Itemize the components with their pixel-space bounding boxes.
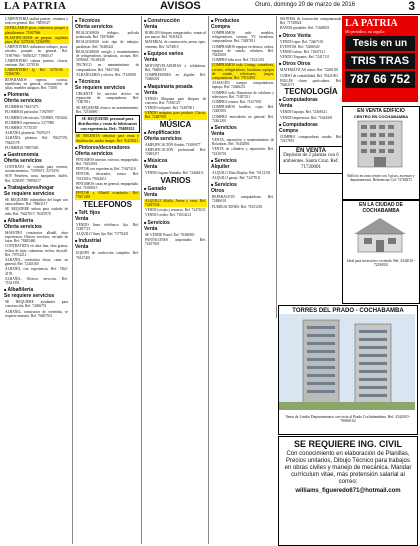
section-banner: VARIOS <box>160 175 191 185</box>
classified-ad: COMPRAMOS todo muebles, refrigeradores, cocinas, TV, lavadoras, computadoras. Ref. 72487011 <box>212 31 274 44</box>
classified-ad: URGENTE Se necesita técnico en reparación de computadoras. Ref. 71807811 <box>76 92 139 105</box>
classified-ad-highlight: COMPRAMOS todo: Livings, comedores, cocinas, refrigeradores, lavadoras, equipos de sonido, televisores, juegos, computadoras. Ref. 77012091 <box>212 63 274 81</box>
category-title: ■ Telf. fijos <box>75 210 140 216</box>
torres-title: TORRES DEL PRADO - COCHABAMBA <box>292 308 404 314</box>
classified-ad: CONTRATISTA en obra fina, obra gruesa, techos de tejas, calaminas, techos, drywall. Ref. 70754212 <box>5 244 68 257</box>
classified-ad: ALBAÑILERIA y oficios. Ref. 71619001 <box>76 72 137 77</box>
category-subtitle: Alquiler <box>211 163 230 170</box>
category-subtitle: Oferta servicios <box>4 158 42 165</box>
category-subtitle: Otros <box>211 188 225 195</box>
classified-ad: VENTA, reparación y mantenimiento de Roladoras. Ref. 76452001 <box>212 138 274 147</box>
ciudad-title: EN LA CIUDAD DE COCHABAMBA <box>359 202 403 214</box>
category-subtitle: Venta <box>75 215 89 222</box>
classified-ad: ALMACÉN compra computadoras, laptops. Ref. 72466251 <box>212 81 274 90</box>
classified-ad: COMPRO retazos. Ref. 71617001 <box>212 100 262 105</box>
classified-ad: VENDO impresoras. Ref. 71644301 <box>280 115 333 120</box>
ing-civil-box <box>278 436 418 546</box>
ing-civil-text: Con conocimiento en elaboración de Planillas, Precios unitarios, Dibujo Técnico para trabajos en obras civiles y manejo de mecánica. Mandar currículum vitae, más pretensión salarial al correo: <box>284 451 412 485</box>
classified-ad: SE REQUIERE técnico en mantenimiento. Ref. 72316890 <box>76 105 139 114</box>
category-title: ■ Industrial <box>75 238 140 244</box>
category-subtitle: Oferta servicios <box>144 135 182 142</box>
category-subtitle: Se requiere servicios <box>4 190 55 197</box>
classified-ad: VENDO órgano Yamaha. Ref. 72466211 <box>145 171 204 176</box>
date-line: Oruro, domingo 20 de marzo de 2016 <box>255 2 356 8</box>
classified-ad: MOTONIVELADORAS y soldadoras. Ref. 76400115 <box>145 63 206 73</box>
column-2 <box>72 16 140 544</box>
classified-ad: VENDO Trepanos. Ref. 72417111 <box>280 55 330 60</box>
category-title: ■ Otros Venta <box>279 33 343 39</box>
category-title: ■ Músicos <box>144 158 207 164</box>
classified-ad: ALQUILO línea fija. Ref. 71776431 <box>76 232 129 237</box>
ciudad-text: Ideal para inversión o vivienda. Ref. 4342010 - 72290032 <box>347 259 415 268</box>
classified-ad: PLOMERO electricista. 7250969, 7052642 <box>5 115 68 120</box>
category-title: ■ Amplificación <box>144 130 207 136</box>
category-subtitle: Se requiere servicios <box>75 85 126 92</box>
category-subtitle: Venta <box>279 103 293 110</box>
promo-phone: 787 66 752 <box>345 71 415 88</box>
classified-ad-highlight: PINTOR y Albañil económico. Ref. 79471401 <box>76 191 139 200</box>
classified-ad: PINTOR, decorador, estuco. Ref. 76135016, 79422611 <box>76 172 139 181</box>
classified-ad: TECNICO en mantenimiento de computadoras. Ref. 76417402 <box>76 63 139 72</box>
classified-ad: CARPINTERIA realizamos trabajos, pisos, zócalos, parquet, en general. Ref. 71907966 - 76850327, 71981617 <box>5 45 68 58</box>
column-4 <box>208 16 275 544</box>
classified-ad: REPARAMOS roperos, cocinas, mueblerías en general, restauración de sillas, muebles antiguos. Ref. 73100 <box>5 77 68 91</box>
classified-ad: MAESTRO constructor albañil, años experiencia. Ofrecer servicios, vaciado de losas. Ref. 78405460 <box>5 230 68 244</box>
classified-ad: VENDO volquete. Ref. 72487001 <box>145 106 195 111</box>
section-title: AVISOS <box>160 0 201 12</box>
classified-ad: COMPRO computadoras usadas. Ref. 72417851 <box>280 134 342 144</box>
classified-ad: VENDO salsas. Ref. 71647121 <box>280 50 326 55</box>
classified-ad: EVENTOS. Ref. 72466520 <box>280 44 320 49</box>
classified-ad: ALBAÑIL, contratista obras, casas en general. Ref. 72443165 <box>5 257 68 267</box>
classified-ad: PINTOR con experiencia. Ref. 71627410 <box>76 167 136 172</box>
edificio-title: EN VENTA EDIFICIO <box>357 108 405 114</box>
classified-ad: PANTALONES importados. Ref. 72457001 <box>145 237 206 247</box>
classified-ad-highlight: SE NECESITA señoritas para venta y distribución, medio tiempo. Ref. 76435021 <box>76 134 139 143</box>
classified-ad: REALIZAMOS arreglo y mantenimiento de refrigeradores, lavadoras, cocinas. Ref. 5295661, 76148140 <box>76 49 139 63</box>
classified-ad: VENDO ovejas y terneros. Ref. 72476511 <box>145 208 206 213</box>
torres-text: Venta de Lindos Departamentos con vista al Prado Cochabambino. Ref. 4342010 - 70060102 <box>285 415 411 424</box>
category-subtitle: Venta <box>144 225 158 232</box>
classified-ad: COMPRO leña seca. Ref. 71621451 <box>212 58 265 63</box>
category-title: ■ Computadoras <box>279 122 343 128</box>
classified-ad: PLOMERIA 76437473 <box>5 105 39 110</box>
en-venta-box <box>279 146 343 174</box>
category-title: ■ Técnicos <box>75 79 140 85</box>
category-subtitle: Oferta servicios <box>75 24 113 30</box>
classified-ad-highlight: ALQUILO Alfalfa, Avena y otros. Ref. 72467104 <box>145 198 206 208</box>
building-image <box>344 119 416 169</box>
classified-ad: CURSO de contabilidad. Ref. 76421001 <box>280 73 339 78</box>
classified-ad: PLOMERIA particular. 71927697 <box>5 110 54 115</box>
ing-civil-email: williams_figueredo671@hotmail.com <box>295 488 401 494</box>
classified-ad: VENDO ripio. Ref. 72467101 <box>280 39 324 44</box>
category-subtitle: Venta <box>211 131 225 138</box>
classified-ad: PINTAMOS casas en general, empapelado. Ref. 71658015 <box>76 181 139 191</box>
page-header <box>0 0 420 15</box>
category-title: ■ Albañilería <box>4 218 69 224</box>
column-1 <box>4 16 69 544</box>
newspaper-brand: LA PATRIA <box>4 0 67 12</box>
category-title: ■ Computadoras <box>279 97 343 103</box>
section-banner: MÚSICA <box>159 119 192 129</box>
classified-ad: COMPRESORES en alquiler. Ref. 72466201 <box>145 73 206 82</box>
category-title: ■ Maquinaria pesada <box>144 84 207 90</box>
classified-ad: COMPRO mercadería en general. Ref. 72461201 <box>212 114 274 123</box>
promo-box <box>342 16 418 102</box>
column-5 <box>276 16 343 318</box>
category-subtitle: Se requiere servicios <box>4 293 55 300</box>
house-image <box>344 214 416 254</box>
category-title: ■ Productos <box>211 18 275 24</box>
category-title: ■ Servicios <box>211 182 275 188</box>
category-subtitle: Venta <box>144 191 158 198</box>
classified-ad-highlight: CARPINTERO Q. Ref. 5278136 - 72366780 <box>5 68 68 77</box>
category-title: ■ Construcción <box>144 18 207 24</box>
classified-ad: REALIZAMOS trabajos, pelicula polarizada. Ref. 72876466 <box>76 31 139 40</box>
edificio-text: Edificio en zona centro con 5 pisos, ascensor y departamentos. Referencias Cel: 72768273 <box>347 174 415 183</box>
classified-ad: CARPINTERIA realiza puertas, ventanas y todo en general. Ref. 76850327 <box>5 17 68 26</box>
category-title: ■ Técnicos <box>75 18 140 24</box>
classified-ad: COMPRAMOS equipos en desuso, radios, equipos de sonido, celulares. Ref. 76420001 <box>212 44 274 58</box>
boxed-ad: SE REQUIERE personal para distribución y venta de lubricantes con experiencia. Ref.: 79409352 <box>75 115 140 133</box>
classified-ad: ALQUILO Data Display. Ref. 76112101 <box>212 170 271 175</box>
column-3 <box>141 16 207 544</box>
section-banner: TELEFONOS <box>83 199 132 209</box>
classified-ad: INGLÉS clases particulares. Ref. 76402171 <box>280 78 342 88</box>
classified-ad: BAÑOS portátiles. Ref. 71649821 <box>280 26 330 31</box>
category-subtitle: Venta <box>144 24 158 30</box>
promo-line1: Tesis en un <box>345 36 415 51</box>
classified-ad-highlight: PLASTIFICADOS de parquet, cepillado pisos. Ref. 5278136, 72366780 <box>5 35 68 45</box>
classified-ad: SE REQUIERE señora para cuidado de niño. Ref. 76427017, 76447070 <box>5 207 68 216</box>
classified-ad: VENDO Maquina para bloques de concreto. Ref. 71810127 <box>145 96 206 105</box>
edificio-subtitle: CENTRO EN COCHABAMBA <box>353 114 409 119</box>
en-venta-text: Depósito de 2 plantas con 6 ambientes. Santa Cruz. Ref. 71720001 <box>283 153 339 171</box>
classified-ad: PLOMERO 71755357 <box>5 126 38 131</box>
category-title: ■ Equipos varios <box>144 51 207 57</box>
category-title: ■ Ganado <box>144 186 207 192</box>
classified-ad: ROBLON bloques compactados, ventas al por mayor. Ref. 76418211 <box>145 31 206 40</box>
category-title: ■ Servicios <box>144 220 207 226</box>
classified-ad: ALBAÑIL con experiencia. Ref. 7462-4178 <box>5 267 68 276</box>
classified-ad: SE REQUIERE ayudantes para construcción. Ref. 72466751 <box>5 300 68 309</box>
category-title: ■ Albañilería <box>4 287 69 293</box>
classified-ad: EQUIPO de confección completo. Ref. 76417401 <box>76 251 139 260</box>
category-subtitle: Venta <box>75 244 89 251</box>
classified-ad: VENTA de cilindros y reparación. Ref. 72416701 <box>212 147 274 156</box>
classified-ad: ALBAÑIL plomería. 70470271 <box>5 131 51 136</box>
promo-line2: TRIS TRAS <box>345 53 415 69</box>
classified-ad: VENDO cerdos. Ref. 71654212 <box>145 213 192 218</box>
category-subtitle: Compra <box>279 127 298 134</box>
category-subtitle: Venta <box>144 89 158 96</box>
ing-civil-title: SE REQUIERE ING. CIVIL <box>293 439 403 449</box>
classified-ad: ALQUILO garaje. Ref. 72477011 <box>212 176 261 181</box>
classified-ad: ALBAÑIL, constructor de viviendas, se requiere maestro. Ref. 76467501 <box>5 309 68 318</box>
classified-ad: CARPINTERO cabeza puertas, closets, ventanas. Ref. 5278136 <box>5 58 68 68</box>
torres-image <box>279 314 415 410</box>
category-subtitle: Venta <box>144 164 158 171</box>
classified-ad: VENDO laptops. Ref. 72466521 <box>280 110 328 115</box>
category-title: ■ Pintores/decoradores <box>75 145 140 151</box>
classified-ad: MATERIAL de construcción, arena, ripio, cemento. Ref. 5274815 <box>145 40 206 49</box>
classified-ad-highlight: CEPILLAMOS pisos, enlucimos parquet y plastificamos. 71907966 <box>5 26 68 35</box>
category-subtitle: Oferta servicios <box>4 223 42 230</box>
classified-ad: ALBAÑIL. Ofrezco servicios. Ref. 71621391 <box>5 276 68 285</box>
classified-ad: SISTEMA de facturación computarizada. Ref. 71728024 <box>280 17 342 26</box>
category-subtitle: Oferta servicios <box>75 150 113 157</box>
en-venta-title: EN VENTA <box>296 148 326 155</box>
category-title: ■ Otros Otros <box>279 61 343 67</box>
classified-ad: REALIZAMOS todo tipo de trabajos, parabrisas. Ref. 76405421 <box>76 40 139 49</box>
category-subtitle: Venta <box>144 56 158 63</box>
promo-brand: LA PATRIA <box>345 18 398 29</box>
torres-box <box>278 305 418 435</box>
classified-ad: MATEMÁTICAS clases. Ref. 72465101 <box>280 68 339 73</box>
ads-top <box>4 17 69 90</box>
classified-ad: VENDO línea telefónica fija. Ref. 72487721 <box>76 222 139 232</box>
ciudad-box <box>342 200 420 304</box>
classified-ad: ALBAÑIL plomero. Ref. 76027370, 70425178 <box>5 136 68 145</box>
category-title: ■ Trabajadores/hogar <box>4 185 69 191</box>
classified-ad: COMPRAMOS botellas, cajas. Ref. 72485001 <box>212 105 274 114</box>
section-banner: TECNOLOGÍA <box>284 87 338 97</box>
classified-ad: SE REQUIERE trabajadora del hogar con cama adentro. Ref. 78463117 <box>5 197 68 207</box>
classified-ad-highlight: VENDO máquina para producir Clavos. Ref. 72487001 <box>145 111 206 120</box>
classified-ad: PINTAMOS interior, exterior, empapelado. Ref. 76452601 <box>76 157 139 167</box>
category-title: ■ Servicios <box>211 125 275 131</box>
category-title: ■ Servicios <box>211 158 275 164</box>
promo-tagline: Mi periódico, mi orgullo <box>345 29 385 34</box>
classified-ad: PLOMERIA 76857463 <box>5 145 39 150</box>
classified-ad: CONTRATO de comida para eventos, acontecimientos. 71676671, 5276150 <box>5 165 68 174</box>
classified-ad: PLOMERO experiencia. 5277080 <box>5 120 55 125</box>
classified-ad: REPARACION computadoras. Ref. 72486101 <box>212 195 274 204</box>
classified-ad: COMPRO todo: Repuestos de celulares y televisores. Ref. 71657211 <box>212 90 274 99</box>
edificio-box <box>342 106 420 200</box>
category-title: ■ Plomería <box>4 92 69 98</box>
page-number: 3 <box>408 0 415 13</box>
classified-ad: SOY Pastelera, torta, banquetes, buffet. Ref. 5250497, 79891017 <box>5 174 68 183</box>
category-subtitle: Compra <box>211 24 230 30</box>
category-subtitle: Oferta servicios <box>4 98 42 105</box>
classified-ad: AMPLIFICACIÓN profesional. Ref. 72485471 <box>145 148 206 157</box>
classified-ad: AMPLIFICACIÓN Sonido. 71656977 <box>145 142 201 147</box>
classified-ad: FUMIGACIONES. Ref. 71651201 <box>212 204 263 209</box>
classified-ad: SE VENDE Pastel. Ref. 76400501 <box>145 232 195 237</box>
category-title: ■ Gastronomía <box>4 152 69 158</box>
